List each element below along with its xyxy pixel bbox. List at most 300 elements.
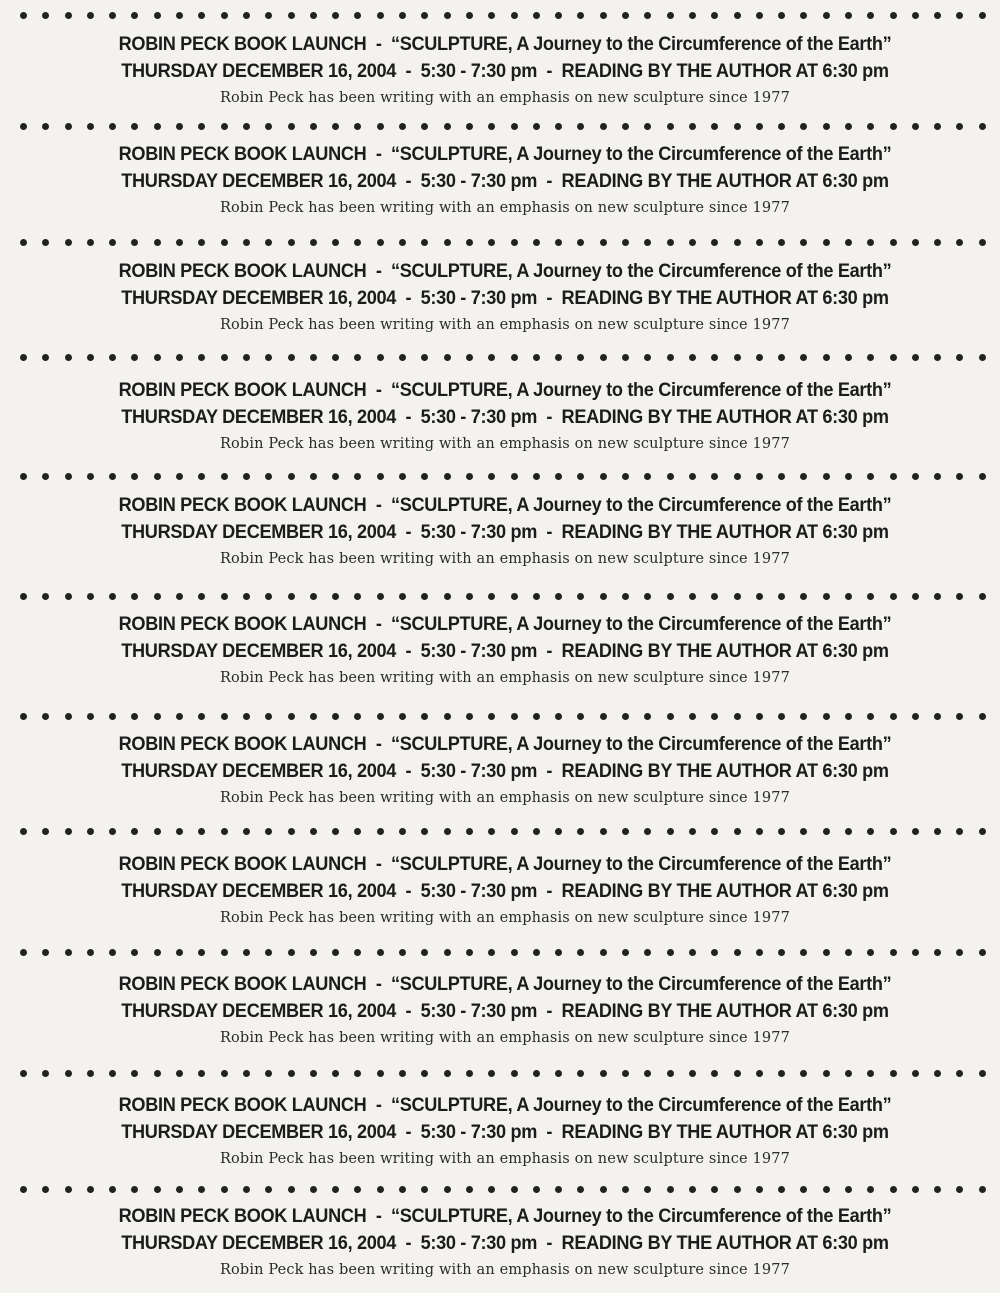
slip-blurb: Robin Peck has been writing with an emphasis on new sculpture since 1977 (219, 317, 791, 333)
perforation-dot (243, 12, 250, 19)
perforation-dot (867, 473, 874, 480)
perforation-dot (667, 593, 674, 600)
perforation-dot (154, 123, 161, 130)
perforation-dot (979, 473, 986, 480)
perforation-dot (42, 828, 49, 835)
perforation-dot (20, 123, 27, 130)
slip-details: THURSDAY DECEMBER 16, 2004 - 5:30 - 7:30 pm - READING BY THE AUTHOR AT 6:30 pm (121, 406, 889, 428)
perforation-dot (354, 123, 361, 130)
slip-details: THURSDAY DECEMBER 16, 2004 - 5:30 - 7:30 pm - READING BY THE AUTHOR AT 6:30 pm (121, 287, 889, 309)
perforation-dot (154, 354, 161, 361)
perforation-dot (622, 473, 629, 480)
perforation-dot (42, 354, 49, 361)
perforation-dot (577, 1070, 584, 1077)
perforation-dot (399, 1070, 406, 1077)
perforation-dot (310, 354, 317, 361)
perforation-dot (778, 1186, 785, 1193)
perforation-dot (466, 949, 473, 956)
slip-details: THURSDAY DECEMBER 16, 2004 - 5:30 - 7:30 pm - READING BY THE AUTHOR AT 6:30 pm (121, 1000, 889, 1022)
perforation-dot (399, 12, 406, 19)
perforation-dot (622, 123, 629, 130)
perforation-dot (600, 713, 607, 720)
perforation-dot (310, 1070, 317, 1077)
perforation-dot (488, 1186, 495, 1193)
perforation-dot (778, 473, 785, 480)
perforation-dot (600, 828, 607, 835)
perforation-dot (20, 473, 27, 480)
perforation-dot (488, 473, 495, 480)
perforation-dot (934, 828, 941, 835)
perforation-dot (756, 1186, 763, 1193)
perforation-dot (265, 949, 272, 956)
perforation-dot (867, 12, 874, 19)
perforation-dot (265, 1186, 272, 1193)
perforation-dot (934, 1070, 941, 1077)
perforation-dot (511, 354, 518, 361)
perforation-dot (310, 593, 317, 600)
perforation-dot (979, 1070, 986, 1077)
perforation-dot (444, 828, 451, 835)
perforation-dot (555, 1070, 562, 1077)
perforation-dot (778, 12, 785, 19)
perforation-dot (288, 12, 295, 19)
perforation-dot (890, 239, 897, 246)
perforation-dot (288, 593, 295, 600)
perforation-dot (176, 123, 183, 130)
perforation-dot (176, 1070, 183, 1077)
perforation-dot (221, 354, 228, 361)
perforation-dot (221, 1186, 228, 1193)
perforation-dot (109, 713, 116, 720)
perforation-dot (377, 1186, 384, 1193)
perforation-dot (756, 354, 763, 361)
perforation-dot (243, 1186, 250, 1193)
perforation-dot (42, 713, 49, 720)
perforation-dot (243, 593, 250, 600)
perforation-dot (109, 354, 116, 361)
perforation-dot (934, 949, 941, 956)
slip-headline: ROBIN PECK BOOK LAUNCH - “SCULPTURE, A Journey to the Circumference of the Earth” (118, 260, 892, 282)
perforation-dot (956, 593, 963, 600)
perforation-dot (444, 1070, 451, 1077)
perforation-dot (890, 593, 897, 600)
perforation-dot (288, 123, 295, 130)
perforation-dot (555, 593, 562, 600)
perforation-dot (823, 593, 830, 600)
perforation-dot (466, 123, 473, 130)
perforation-dot (644, 12, 651, 19)
slip-headline: ROBIN PECK BOOK LAUNCH - “SCULPTURE, A Journey to the Circumference of the Earth” (118, 143, 892, 165)
perforation-dot (823, 949, 830, 956)
perforation-dot (42, 239, 49, 246)
perforation-dot (800, 12, 807, 19)
perforation-dot (667, 1070, 674, 1077)
perforation-dot (421, 1070, 428, 1077)
perforation-dot (466, 828, 473, 835)
perforation-dot (354, 1186, 361, 1193)
perforation-dot (332, 949, 339, 956)
perforation-dot (154, 1186, 161, 1193)
perforation-dot (399, 1186, 406, 1193)
slip-details: THURSDAY DECEMBER 16, 2004 - 5:30 - 7:30 pm - READING BY THE AUTHOR AT 6:30 pm (121, 521, 889, 543)
perforation-dot (511, 1186, 518, 1193)
perforation-dot (667, 123, 674, 130)
perforation-dot (109, 473, 116, 480)
perforation-dot (979, 354, 986, 361)
perforation-dot (956, 713, 963, 720)
perforation-dot (87, 949, 94, 956)
perforation-dot (332, 12, 339, 19)
perforation-dot (87, 828, 94, 835)
perforation-dot (421, 949, 428, 956)
perforation-dot (109, 949, 116, 956)
perforation-dot (131, 593, 138, 600)
perforation-dot (87, 593, 94, 600)
perforation-dot (756, 949, 763, 956)
slip-blurb: Robin Peck has been writing with an emphasis on new sculpture since 1977 (219, 90, 791, 106)
perforation-dot (131, 12, 138, 19)
perforation-dot (176, 713, 183, 720)
perforation-dot (667, 354, 674, 361)
perforation-dot (310, 713, 317, 720)
perforation-dot (956, 123, 963, 130)
perforation-row (20, 1068, 986, 1078)
slip-blurb: Robin Peck has been writing with an emphasis on new sculpture since 1977 (219, 436, 791, 452)
perforation-dot (979, 239, 986, 246)
perforation-dot (511, 828, 518, 835)
perforation-dot (912, 123, 919, 130)
perforation-dot (243, 1070, 250, 1077)
perforation-dot (823, 12, 830, 19)
perforation-dot (176, 828, 183, 835)
perforation-dot (377, 354, 384, 361)
perforation-row (20, 711, 986, 721)
perforation-dot (87, 12, 94, 19)
perforation-dot (979, 828, 986, 835)
perforation-dot (221, 239, 228, 246)
perforation-dot (756, 828, 763, 835)
perforation-dot (734, 12, 741, 19)
perforation-dot (399, 239, 406, 246)
perforation-dot (488, 123, 495, 130)
perforation-dot (756, 593, 763, 600)
perforation-row (20, 826, 986, 836)
perforation-dot (912, 1186, 919, 1193)
perforation-dot (867, 354, 874, 361)
perforation-dot (845, 593, 852, 600)
perforation-dot (890, 12, 897, 19)
perforation-dot (20, 713, 27, 720)
perforation-dot (511, 12, 518, 19)
perforation-dot (711, 593, 718, 600)
perforation-dot (912, 713, 919, 720)
perforation-dot (667, 949, 674, 956)
perforation-dot (778, 949, 785, 956)
perforation-dot (488, 713, 495, 720)
perforation-dot (176, 593, 183, 600)
perforation-dot (176, 12, 183, 19)
perforation-dot (131, 949, 138, 956)
perforation-dot (867, 713, 874, 720)
perforation-dot (912, 593, 919, 600)
flyer-slip (0, 494, 1000, 574)
perforation-dot (511, 713, 518, 720)
perforation-dot (444, 354, 451, 361)
perforation-dot (756, 1070, 763, 1077)
perforation-dot (288, 239, 295, 246)
perforation-dot (310, 1186, 317, 1193)
perforation-dot (800, 949, 807, 956)
perforation-dot (934, 239, 941, 246)
perforation-dot (154, 828, 161, 835)
perforation-dot (87, 473, 94, 480)
perforation-dot (555, 949, 562, 956)
perforation-dot (310, 239, 317, 246)
perforation-dot (734, 1186, 741, 1193)
perforation-dot (934, 354, 941, 361)
perforation-dot (644, 593, 651, 600)
perforation-dot (533, 828, 540, 835)
perforation-dot (65, 354, 72, 361)
perforation-dot (622, 354, 629, 361)
perforation-dot (65, 828, 72, 835)
perforation-dot (800, 828, 807, 835)
perforation-dot (332, 1186, 339, 1193)
slip-details: THURSDAY DECEMBER 16, 2004 - 5:30 - 7:30 pm - READING BY THE AUTHOR AT 6:30 pm (121, 640, 889, 662)
perforation-dot (800, 1070, 807, 1077)
flyer-slip (0, 143, 1000, 223)
perforation-dot (243, 949, 250, 956)
perforation-dot (778, 713, 785, 720)
perforation-dot (711, 354, 718, 361)
perforation-dot (265, 12, 272, 19)
perforation-dot (288, 828, 295, 835)
perforation-dot (198, 473, 205, 480)
perforation-dot (890, 123, 897, 130)
perforation-dot (934, 12, 941, 19)
perforation-dot (444, 12, 451, 19)
perforation-dot (466, 473, 473, 480)
slip-details: THURSDAY DECEMBER 16, 2004 - 5:30 - 7:30 pm - READING BY THE AUTHOR AT 6:30 pm (121, 1121, 889, 1143)
perforation-dot (934, 1186, 941, 1193)
perforation-dot (600, 123, 607, 130)
perforation-dot (466, 354, 473, 361)
perforation-dot (421, 354, 428, 361)
perforation-dot (622, 593, 629, 600)
perforation-dot (377, 713, 384, 720)
perforation-dot (711, 949, 718, 956)
perforation-dot (533, 473, 540, 480)
perforation-dot (711, 123, 718, 130)
perforation-dot (533, 949, 540, 956)
perforation-dot (466, 593, 473, 600)
perforation-row (20, 10, 986, 20)
perforation-dot (198, 12, 205, 19)
perforation-dot (444, 1186, 451, 1193)
perforation-dot (711, 828, 718, 835)
slip-blurb: Robin Peck has been writing with an emphasis on new sculpture since 1977 (219, 910, 791, 926)
perforation-dot (399, 713, 406, 720)
perforation-dot (131, 1186, 138, 1193)
perforation-dot (243, 239, 250, 246)
perforation-dot (600, 354, 607, 361)
perforation-dot (734, 593, 741, 600)
perforation-dot (310, 828, 317, 835)
perforation-dot (65, 473, 72, 480)
perforation-dot (845, 354, 852, 361)
perforation-dot (176, 239, 183, 246)
perforation-dot (979, 1186, 986, 1193)
perforation-dot (555, 713, 562, 720)
perforation-dot (42, 123, 49, 130)
perforation-dot (533, 593, 540, 600)
perforation-dot (265, 354, 272, 361)
perforation-dot (154, 239, 161, 246)
perforation-dot (934, 123, 941, 130)
perforation-dot (622, 12, 629, 19)
perforation-dot (912, 12, 919, 19)
perforation-dot (176, 473, 183, 480)
perforation-dot (511, 123, 518, 130)
perforation-dot (109, 1186, 116, 1193)
perforation-dot (644, 239, 651, 246)
perforation-dot (87, 1186, 94, 1193)
perforation-dot (800, 473, 807, 480)
perforation-dot (399, 123, 406, 130)
perforation-dot (979, 123, 986, 130)
flyer-slip (0, 33, 1000, 113)
perforation-dot (956, 354, 963, 361)
perforation-dot (867, 239, 874, 246)
perforation-dot (332, 828, 339, 835)
perforation-dot (511, 473, 518, 480)
perforation-dot (176, 354, 183, 361)
perforation-dot (332, 713, 339, 720)
perforation-dot (466, 713, 473, 720)
perforation-dot (823, 123, 830, 130)
perforation-dot (354, 713, 361, 720)
perforation-dot (778, 1070, 785, 1077)
perforation-dot (20, 593, 27, 600)
perforation-dot (934, 593, 941, 600)
perforation-row (20, 947, 986, 957)
perforation-dot (109, 12, 116, 19)
perforation-dot (533, 239, 540, 246)
perforation-dot (377, 123, 384, 130)
perforation-dot (689, 12, 696, 19)
perforation-dot (800, 354, 807, 361)
perforation-dot (221, 123, 228, 130)
perforation-dot (131, 123, 138, 130)
perforation-dot (154, 1070, 161, 1077)
perforation-dot (555, 473, 562, 480)
perforation-dot (622, 828, 629, 835)
perforation-dot (511, 239, 518, 246)
perforation-dot (644, 354, 651, 361)
perforation-dot (890, 1070, 897, 1077)
perforation-dot (310, 949, 317, 956)
perforation-dot (131, 473, 138, 480)
perforation-dot (354, 473, 361, 480)
perforation-dot (622, 949, 629, 956)
perforation-dot (845, 239, 852, 246)
perforation-dot (577, 12, 584, 19)
perforation-dot (734, 1070, 741, 1077)
perforation-dot (711, 12, 718, 19)
perforation-dot (444, 949, 451, 956)
perforation-dot (444, 123, 451, 130)
perforation-dot (243, 473, 250, 480)
perforation-dot (644, 123, 651, 130)
perforation-dot (756, 473, 763, 480)
perforation-dot (332, 1070, 339, 1077)
perforation-dot (845, 473, 852, 480)
perforation-dot (154, 949, 161, 956)
perforation-dot (131, 828, 138, 835)
perforation-dot (399, 473, 406, 480)
perforation-dot (421, 713, 428, 720)
slip-headline: ROBIN PECK BOOK LAUNCH - “SCULPTURE, A Journey to the Circumference of the Earth” (118, 733, 892, 755)
slip-headline: ROBIN PECK BOOK LAUNCH - “SCULPTURE, A Journey to the Circumference of the Earth” (118, 379, 892, 401)
perforation-dot (711, 473, 718, 480)
perforation-dot (734, 473, 741, 480)
perforation-dot (221, 949, 228, 956)
perforation-dot (466, 1070, 473, 1077)
flyer-slip (0, 1094, 1000, 1174)
perforation-dot (176, 1186, 183, 1193)
perforation-dot (399, 828, 406, 835)
flyer-slip (0, 853, 1000, 933)
perforation-dot (600, 473, 607, 480)
slip-blurb: Robin Peck has been writing with an emphasis on new sculpture since 1977 (219, 200, 791, 216)
perforation-dot (221, 473, 228, 480)
slip-headline: ROBIN PECK BOOK LAUNCH - “SCULPTURE, A Journey to the Circumference of the Earth” (118, 973, 892, 995)
perforation-dot (689, 949, 696, 956)
perforation-dot (131, 713, 138, 720)
perforation-dot (65, 123, 72, 130)
perforation-dot (198, 354, 205, 361)
perforation-dot (243, 123, 250, 130)
perforation-dot (845, 12, 852, 19)
perforation-dot (734, 828, 741, 835)
perforation-dot (198, 123, 205, 130)
perforation-dot (667, 239, 674, 246)
perforation-dot (377, 473, 384, 480)
perforation-dot (577, 123, 584, 130)
flyer-slip (0, 379, 1000, 459)
perforation-dot (890, 473, 897, 480)
perforation-dot (221, 713, 228, 720)
perforation-dot (20, 828, 27, 835)
perforation-dot (243, 354, 250, 361)
perforation-dot (622, 1070, 629, 1077)
perforation-dot (421, 239, 428, 246)
perforation-dot (377, 828, 384, 835)
perforation-dot (354, 354, 361, 361)
perforation-dot (109, 828, 116, 835)
perforation-dot (555, 828, 562, 835)
perforation-dot (577, 354, 584, 361)
perforation-dot (577, 473, 584, 480)
perforation-dot (354, 1070, 361, 1077)
perforation-dot (600, 1186, 607, 1193)
slip-blurb: Robin Peck has been writing with an emphasis on new sculpture since 1977 (219, 1151, 791, 1167)
perforation-dot (979, 593, 986, 600)
perforation-dot (823, 713, 830, 720)
perforation-dot (288, 1070, 295, 1077)
perforation-dot (511, 949, 518, 956)
perforation-dot (221, 593, 228, 600)
